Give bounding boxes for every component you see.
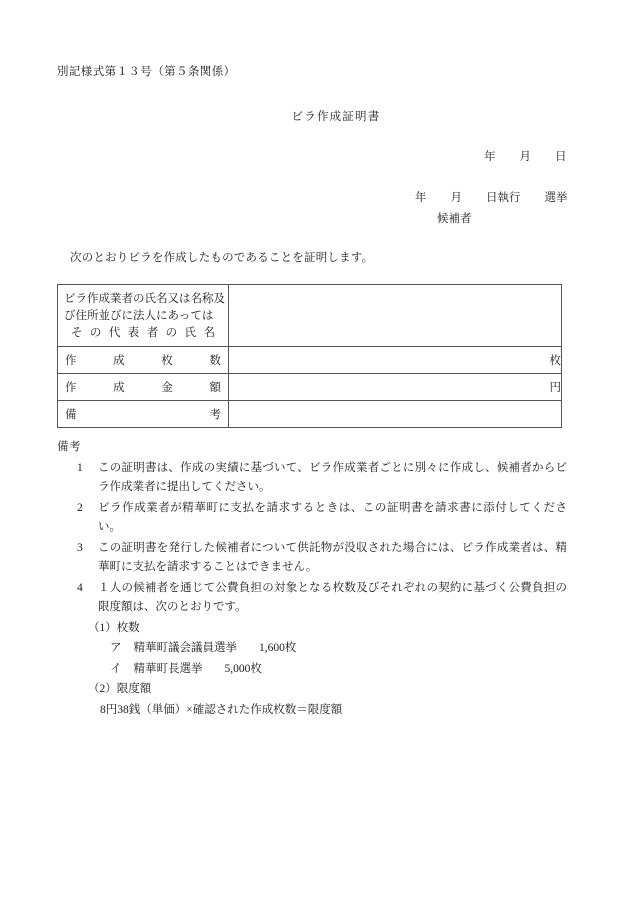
row-label-amount — [58, 374, 229, 401]
producer-label-line-3: そ の 代 表 者 の 氏 名 — [71, 326, 215, 339]
notes-section — [57, 438, 567, 720]
date-blank-line — [484, 148, 567, 164]
sheet-count-label: 作 成 枚 数 — [65, 355, 221, 367]
note-text: この証明書は、作成の実績に基づいて、ビラ作成業者ごとに別々に作成し、候補者からビラ作成業者に提出してください。 — [98, 461, 567, 493]
table-row-remarks — [58, 401, 562, 428]
sub-entry-mayor-election — [57, 660, 567, 680]
row-value-remarks[interactable] — [229, 401, 562, 428]
election-name-label: 選挙 — [544, 192, 568, 204]
sub-section-label-limit: （2）限度額 — [88, 683, 152, 695]
election-year-label: 年 — [415, 192, 427, 204]
election-month-label: 月 — [450, 192, 462, 204]
row-label-remarks — [58, 401, 229, 428]
note-item — [57, 579, 567, 618]
producer-label-line-2: び住所並びに法人にあっては — [64, 309, 214, 322]
note-number: 2 — [77, 501, 83, 514]
entry-marker: イ — [110, 662, 122, 675]
sub-section-label-sheets: （1）枚数 — [88, 621, 140, 634]
date-year-label: 年 — [484, 151, 496, 163]
date-month-label: 月 — [519, 151, 531, 163]
table-row-producer — [58, 285, 562, 347]
note-number: 3 — [77, 541, 83, 554]
note-number: 4 — [77, 581, 83, 594]
row-value-amount[interactable]: 円 — [229, 374, 562, 401]
note-text: １人の候補者を通じて公費負担の対象となる枚数及びそれぞれの契約に基づく公費負担の限度額は、次のとおりです。 — [98, 581, 567, 613]
amount-label: 作 成 金 額 — [65, 382, 221, 394]
entry-value: 5,000枚 — [224, 662, 262, 675]
note-item — [57, 499, 567, 538]
row-label-producer — [58, 285, 229, 347]
row-label-sheet-count — [58, 347, 229, 374]
form-number: 別記様式第１３号（第５条関係） — [57, 66, 236, 78]
limit-formula: 8円38銭（単価）×確認された作成枚数＝限度額 — [100, 703, 343, 716]
election-day-exec-label: 日執行 — [486, 192, 521, 204]
document-title: ビラ作成証明書 — [291, 111, 381, 123]
note-text: ビラ作成業者が精華町に支払を請求するときは、この証明書を請求書に添付してください。 — [98, 501, 567, 533]
table-row-amount — [58, 374, 562, 401]
date-day-label: 日 — [555, 151, 567, 163]
entry-marker: ア — [110, 642, 122, 654]
note-item — [57, 459, 567, 498]
notes-heading: 備考 — [57, 441, 81, 453]
note-text: この証明書を発行した候補者について供託物が没収された場合には、ビラ作成業者は、精華町に支払を請求することはできません。 — [98, 541, 567, 573]
election-date-line — [415, 189, 568, 205]
certificate-table — [57, 284, 562, 428]
row-value-sheet-count[interactable]: 枚 — [229, 347, 562, 374]
entry-name: 精華町長選挙 — [133, 662, 203, 675]
table-row-sheet-count — [58, 347, 562, 374]
row-value-producer[interactable] — [229, 285, 562, 347]
producer-label-line-1: ビラ作成業者の氏名又は名称及 — [64, 292, 225, 305]
lead-statement: 次のとおりビラを作成したものであることを証明します。 — [70, 252, 374, 264]
entry-name: 精華町議会議員選挙 — [133, 642, 237, 654]
sub-entry-assembly-election — [57, 639, 567, 659]
note-number: 1 — [77, 461, 83, 474]
note-item — [57, 539, 567, 578]
candidate-label: 候補者 — [437, 213, 472, 225]
entry-value: 1,600枚 — [259, 642, 297, 654]
remarks-label: 備 考 — [65, 409, 221, 421]
